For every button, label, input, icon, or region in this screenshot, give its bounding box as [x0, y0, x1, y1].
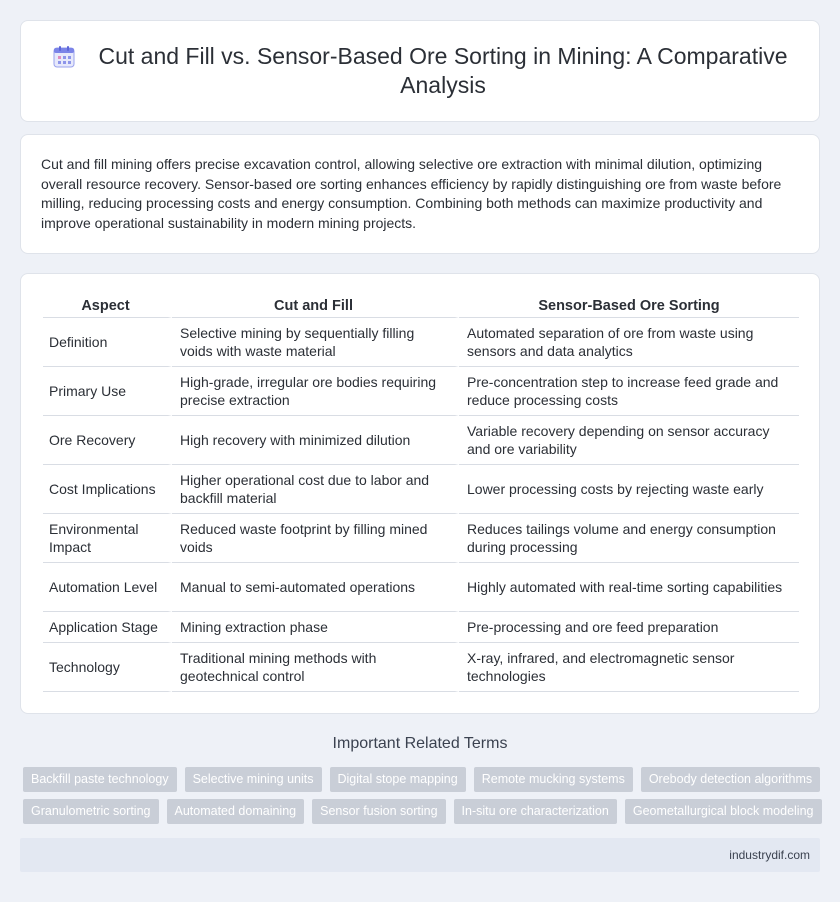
row-aspect: Automation Level [43, 563, 172, 612]
row-aspect: Primary Use [43, 367, 172, 416]
related-term-tag[interactable]: Granulometric sorting [23, 799, 159, 824]
related-term-tag[interactable]: Selective mining units [185, 767, 322, 792]
intro-paragraph: Cut and fill mining offers precise excavation control, allowing selective ore extraction with minimal dilution, optimizing overall resource recovery. Sensor-based ore sorting enhances efficiency by rapidly distinguishing ore from waste before milling, reducing processing costs and energy consumption. Combining both methods can maximize productivity and improve operational sustainability in modern mining projects. [41, 156, 782, 231]
row-cut-and-fill: Traditional mining methods with geotechnical control [172, 643, 459, 692]
table-row [43, 563, 799, 612]
row-aspect: Application Stage [43, 612, 172, 643]
related-term-tag[interactable]: Digital stope mapping [330, 767, 466, 792]
header-cut-and-fill: Cut and Fill [172, 294, 459, 318]
row-aspect: Definition [43, 318, 172, 367]
related-term-tag[interactable]: Sensor fusion sorting [312, 799, 445, 824]
row-sensor-based: Reduces tailings volume and energy consumption during processing [459, 514, 799, 563]
row-sensor-based: Pre-processing and ore feed preparation [459, 612, 799, 643]
table-row [43, 514, 799, 563]
table-row [43, 416, 799, 465]
related-terms-heading: Important Related Terms [332, 735, 508, 752]
intro-card [20, 134, 820, 254]
row-aspect: Technology [43, 643, 172, 692]
related-term-tag[interactable]: Automated domaining [167, 799, 305, 824]
row-cut-and-fill: Reduced waste footprint by filling mined voids [172, 514, 459, 563]
related-term-tag[interactable]: Backfill paste technology [23, 767, 177, 792]
row-sensor-based: Pre-concentration step to increase feed grade and reduce processing costs [459, 367, 799, 416]
related-term-tag[interactable]: Remote mucking systems [474, 767, 633, 792]
row-sensor-based: Variable recovery depending on sensor accuracy and ore variability [459, 416, 799, 465]
table-row [43, 465, 799, 514]
table-row [43, 367, 799, 416]
related-term-tag[interactable]: Orebody detection algorithms [641, 767, 820, 792]
related-term-tag[interactable]: In-situ ore characterization [454, 799, 617, 824]
table-header-row [43, 294, 799, 318]
row-cut-and-fill: Selective mining by sequentially filling voids with waste material [172, 318, 459, 367]
footer [20, 838, 820, 872]
row-cut-and-fill: High-grade, irregular ore bodies requiring precise extraction [172, 367, 459, 416]
comparison-table-card [20, 273, 820, 714]
related-term-tag[interactable]: Geometallurgical block modeling [625, 799, 822, 824]
header-aspect: Aspect [43, 294, 172, 318]
row-sensor-based: X-ray, infrared, and electromagnetic sensor technologies [459, 643, 799, 692]
related-terms-tags [23, 767, 823, 831]
table-row [43, 318, 799, 367]
row-aspect: Cost Implications [43, 465, 172, 514]
header-sensor-based: Sensor-Based Ore Sorting [459, 294, 799, 318]
page-title: Cut and Fill vs. Sensor-Based Ore Sorting in Mining: A Comparative Analysis [98, 43, 788, 98]
title-card [20, 20, 820, 122]
table-row [43, 643, 799, 692]
row-cut-and-fill: Manual to semi-automated operations [172, 563, 459, 612]
row-aspect: Ore Recovery [43, 416, 172, 465]
footer-site-link[interactable]: industrydif.com [729, 848, 810, 862]
row-aspect: Environmental Impact [43, 514, 172, 563]
row-sensor-based: Highly automated with real-time sorting capabilities [459, 563, 799, 612]
row-cut-and-fill: High recovery with minimized dilution [172, 416, 459, 465]
row-cut-and-fill: Mining extraction phase [172, 612, 459, 643]
comparison-table [43, 294, 799, 692]
row-sensor-based: Lower processing costs by rejecting waste early [459, 465, 799, 514]
calendar-grid-icon [51, 44, 77, 70]
tag-row [23, 767, 823, 792]
row-cut-and-fill: Higher operational cost due to labor and backfill material [172, 465, 459, 514]
row-sensor-based: Automated separation of ore from waste using sensors and data analytics [459, 318, 799, 367]
table-row [43, 612, 799, 643]
tag-row [23, 799, 823, 824]
